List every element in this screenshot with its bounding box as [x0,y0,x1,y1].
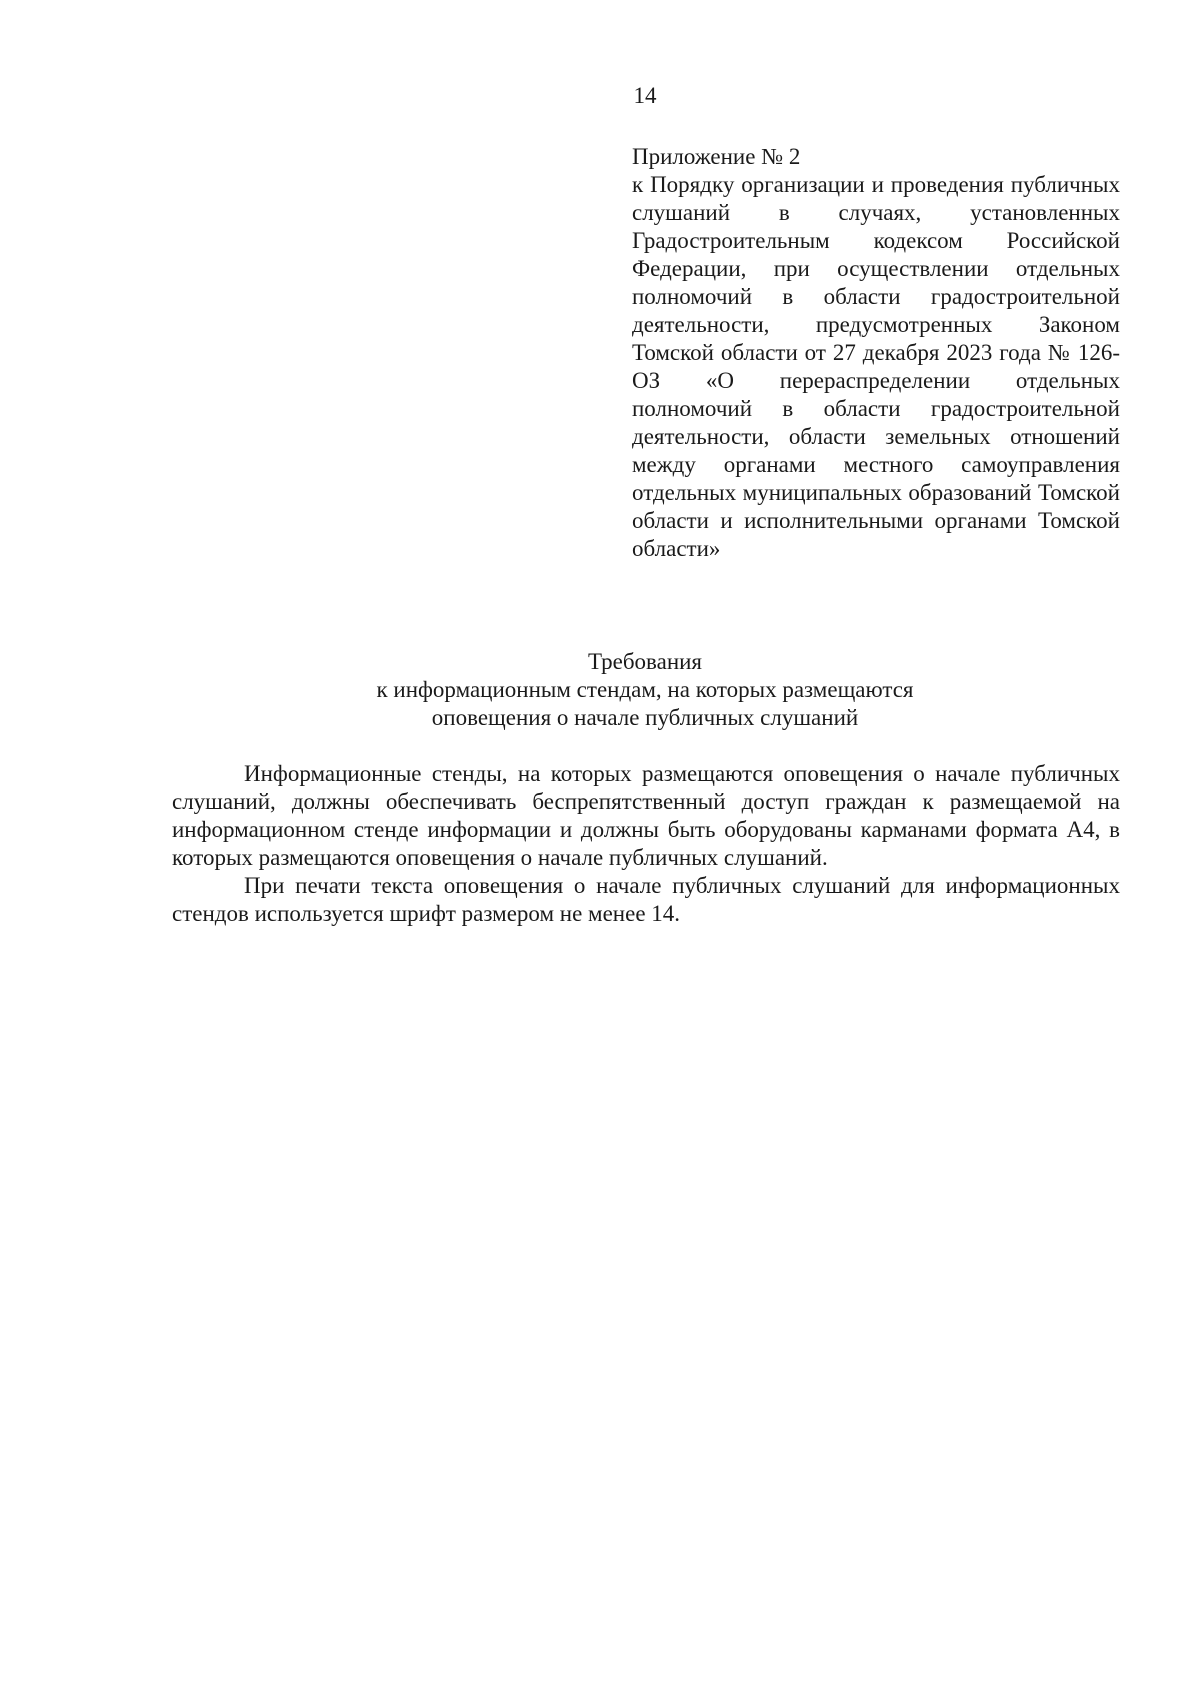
paragraph-stands: Информационные стенды, на которых размещаются оповещения о начале публичных слушаний, должны обеспечивать беспрепятственный доступ граждан к размещаемой на информационном стенде информации и должны быть оборудованы карманами формата А4, в которых размещаются оповещения о начале публичных слушаний. [172,761,1120,870]
heading-line-1: Требования [587,649,703,674]
requirements-heading [0,648,1200,732]
appendix-text: к Порядку организации и проведения публичных слушаний в случаях, установленных Градостроительным кодексом Российской Федерации, при осуществлении отдельных полномочий в области градостроительной деятельности, предусмотренных Законом Томской области от 27 декабря 2023 года № 126-ОЗ «О перераспределении отдельных полномочий в области градостроительной деятельности, области земельных отношений между органами местного самоуправления отдельных муниципальных образований Томской области и исполнительными органами Томской области» [632,172,1120,561]
heading-line-3: оповещения о начале публичных слушаний [431,705,859,730]
heading-line-2: к информационным стендам, на которых размещаются [376,677,914,702]
appendix-title: Приложение № 2 [632,144,801,169]
page-number: 14 [633,83,657,108]
body-text [172,760,1120,928]
appendix-block [632,143,1120,563]
paragraph-font-size: При печати текста оповещения о начале публичных слушаний для информационных стендов используется шрифт размером не менее 14. [172,873,1120,926]
